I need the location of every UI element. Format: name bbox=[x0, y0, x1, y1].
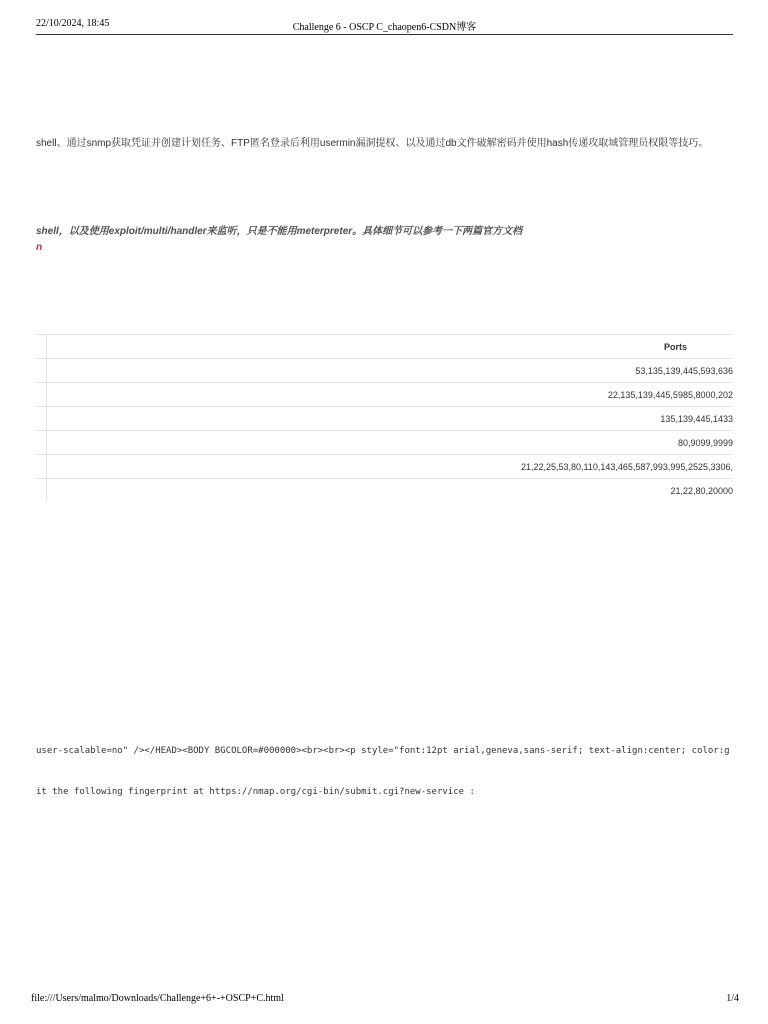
ports-table-container bbox=[36, 334, 733, 502]
ports-table bbox=[36, 334, 733, 502]
ports-column-header: Ports bbox=[47, 335, 734, 359]
table-row bbox=[36, 383, 733, 407]
print-datetime: 22/10/2024, 18:45 bbox=[36, 18, 110, 29]
file-path: file:///Users/malmo/Downloads/Challenge+6+-+OSCP+C.html bbox=[31, 993, 284, 1004]
print-header bbox=[36, 16, 733, 35]
article-note: shell，以及使用exploit/multi/handler来监听，只是不能用meterpreter。具体细节可以参考一下两篇官方文档 bbox=[36, 226, 523, 237]
print-footer bbox=[31, 993, 739, 1007]
ports-cell: 80,9099,9999 bbox=[47, 431, 734, 455]
table-row bbox=[36, 359, 733, 383]
ports-cell: 53,135,139,445,593,636 bbox=[47, 359, 734, 383]
code-line-html-response: user-scalable=no" /></HEAD><BODY BGCOLOR=#000000><br><br><p style="font:12pt arial,geneva,sans-serif; text-align:center; color:g bbox=[36, 746, 730, 756]
table-row bbox=[36, 479, 733, 503]
article-summary: shell、通过snmp获取凭证并创建计划任务、FTP匿名登录后利用usermin漏洞提权、以及通过db文件破解密码并使用hash传递攻取域管理员权限等技巧。 bbox=[36, 138, 709, 149]
ports-cell: 21,22,80,20000 bbox=[47, 479, 734, 503]
page-number: 1/4 bbox=[726, 993, 739, 1004]
ports-cell: 135,139,445,1433 bbox=[47, 407, 734, 431]
ports-cell: 22,135,139,445,5985,8000,202 bbox=[47, 383, 734, 407]
table-row bbox=[36, 455, 733, 479]
table-row bbox=[36, 407, 733, 431]
page-title: Challenge 6 - OSCP C_chaopen6-CSDN博客 bbox=[292, 22, 477, 33]
table-row bbox=[36, 431, 733, 455]
ports-cell: 21,22,25,53,80,110,143,465,587,993,995,2525,3306, bbox=[47, 455, 734, 479]
code-line-fingerprint: it the following fingerprint at https://nmap.org/cgi-bin/submit.cgi?new-service : bbox=[36, 787, 475, 797]
table-header-row bbox=[36, 335, 733, 359]
note-link[interactable]: n bbox=[36, 242, 43, 253]
